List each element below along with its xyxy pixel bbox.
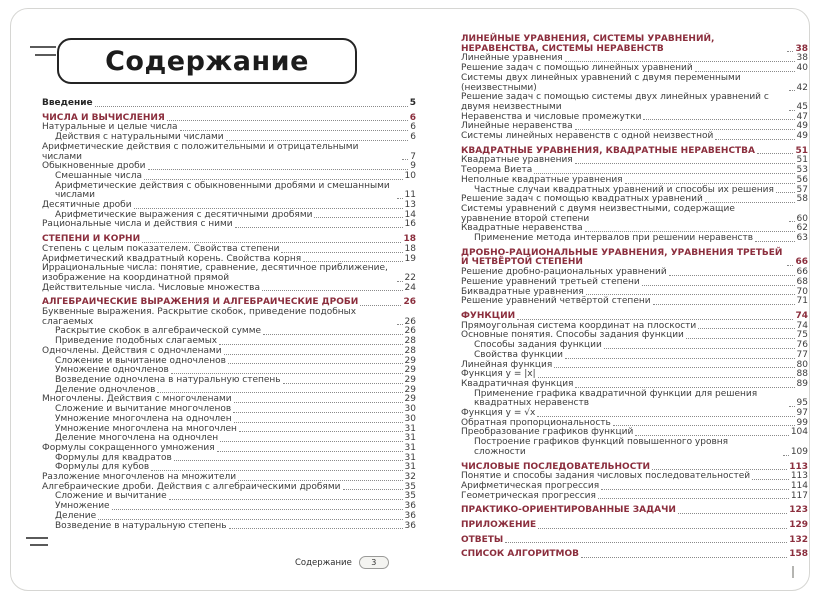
page-number: 26 (404, 316, 416, 327)
page-number: 35 (404, 491, 416, 502)
dot-leader (789, 406, 795, 407)
dot-leader (625, 183, 795, 184)
page-number: 26 (404, 326, 416, 337)
dot-leader (787, 51, 793, 52)
page-number: 57 (796, 184, 808, 195)
page-number: 28 (404, 336, 416, 347)
page-number: 31 (404, 442, 416, 453)
page-number: 129 (789, 520, 808, 531)
dot-leader (180, 130, 409, 131)
entry-title: Рациональные числа и действия с ними (42, 219, 233, 230)
toc-heading (461, 550, 808, 560)
toc-entry (42, 502, 416, 512)
dot-leader (538, 377, 795, 378)
page-number: 29 (404, 394, 416, 405)
entry-title: Смешанные числа (55, 170, 143, 181)
entry-title: Построение графиков функций повышенного уровня сложности (474, 437, 729, 457)
dot-leader (303, 261, 402, 262)
toc-section (461, 147, 808, 244)
dot-leader (226, 140, 409, 141)
entry-title: Раскрытие скобок в алгебраической сумме (55, 326, 262, 337)
dot-leader (397, 324, 403, 325)
page-number: 7 (410, 151, 416, 162)
dot-leader (228, 363, 403, 364)
dot-leader (554, 367, 794, 368)
toc-section (461, 536, 808, 546)
entry-title: Возведение в натуральную степень (55, 520, 227, 531)
decorative-line (30, 46, 56, 48)
entry-title: Иррациональные числа: понятие, сравнение, десятичное приближение, изображение на координатной прямой (42, 263, 388, 283)
entry-title: Деление (55, 510, 97, 521)
dot-leader (234, 422, 403, 423)
dot-leader (229, 528, 403, 529)
dot-leader (167, 120, 408, 121)
toc-entry (461, 390, 808, 409)
entry-title: Решение уравнений четвёртой степени (461, 296, 651, 307)
page-number: 158 (789, 549, 808, 560)
decorative-mark (792, 566, 794, 578)
page-number: 89 (796, 378, 808, 389)
page-number: 56 (796, 174, 808, 185)
toc-section (42, 235, 416, 293)
entry-title: Функция y = √x (461, 408, 536, 419)
entry-title: ЧИСЛА И ВЫЧИСЛЕНИЯ (42, 112, 165, 123)
page-number: 60 (796, 213, 808, 224)
entry-title: Линейная функция (461, 359, 553, 370)
dot-leader (789, 221, 795, 222)
toc-section (42, 99, 416, 109)
page-number: 32 (404, 472, 416, 483)
page-number: 80 (796, 359, 808, 370)
footer-label: Содержание (295, 557, 352, 568)
entry-title: СПИСОК АЛГОРИТМОВ (461, 549, 579, 560)
entry-title: Сложение и вычитание одночленов (55, 355, 226, 366)
entry-title: Системы линейных неравенств с одной неизвестной (461, 131, 714, 142)
entry-title: Натуральные и целые числа (42, 122, 178, 133)
dot-leader (148, 169, 409, 170)
page-number: 6 (410, 122, 416, 133)
entry-title: Применение графика квадратичной функции для решения квадратных неравенств (474, 388, 758, 409)
toc-section (42, 298, 416, 531)
entry-title: Разложение многочленов на множители (42, 472, 237, 483)
entry-title: Действия с натуральными числами (55, 132, 224, 143)
entry-title: Сложение и вычитание (55, 491, 167, 502)
page-number: 6 (410, 132, 416, 143)
dot-leader (586, 294, 795, 295)
dot-leader (283, 383, 403, 384)
dot-leader (314, 217, 402, 218)
dot-leader (217, 451, 403, 452)
page-number: 104 (790, 427, 808, 438)
entry-title: ПРИЛОЖЕНИЕ (461, 520, 537, 531)
toc-entry (42, 220, 416, 230)
page-number: 16 (404, 219, 416, 230)
page-number: 29 (404, 384, 416, 395)
page-number: 45 (796, 101, 808, 112)
page-number: 29 (404, 355, 416, 366)
toc-heading (461, 35, 808, 54)
toc-section (461, 249, 808, 307)
entry-title: Решение задач с помощью системы двух линейных уравнений с двумя неизвестными (461, 92, 769, 112)
dot-leader (686, 338, 795, 339)
page-number: 10 (404, 170, 416, 181)
entry-title: Основные понятия. Способы задания функции (461, 330, 684, 341)
page-number: 30 (404, 413, 416, 424)
entry-title: СТЕПЕНИ И КОРНИ (42, 234, 141, 245)
entry-title: Преобразование графиков функций (461, 427, 634, 438)
page-number: 51 (796, 155, 808, 166)
dot-leader (678, 513, 787, 514)
page-number: 53 (796, 165, 808, 176)
dot-leader (669, 275, 795, 276)
dot-leader (98, 519, 402, 520)
dot-leader (534, 173, 794, 174)
entry-title: Деление многочлена на одночлен (55, 433, 219, 444)
page-number: 38 (796, 53, 808, 64)
entry-title: КВАДРАТНЫЕ УРАВНЕНИЯ, КВАДРАТНЫЕ НЕРАВЕНСТВА (461, 145, 756, 156)
dot-leader (397, 281, 403, 282)
toc-heading (461, 521, 808, 531)
toc-entry (42, 143, 416, 162)
page-number: 70 (796, 286, 808, 297)
dot-leader (565, 358, 795, 359)
dot-leader (343, 489, 403, 490)
entry-title: Линейные неравенства (461, 121, 573, 132)
entry-title: АЛГЕБРАИЧЕСКИЕ ВЫРАЖЕНИЯ И АЛГЕБРАИЧЕСКИЕ ДРОБИ (42, 297, 359, 308)
entry-title: ДРОБНО-РАЦИОНАЛЬНЫЕ УРАВНЕНИЯ, УРАВНЕНИЯ ТРЕТЬЕЙ И ЧЕТВЁРТОЙ СТЕПЕНИ (461, 247, 783, 268)
page-number: 74 (796, 320, 808, 331)
toc-entry (42, 284, 416, 294)
page-number: 40 (796, 63, 808, 74)
page-footer (295, 556, 389, 569)
dot-leader (134, 208, 403, 209)
dot-leader (715, 139, 794, 140)
entry-title: Умножение (55, 501, 110, 512)
entry-title: Арифметическая прогрессия (461, 480, 600, 491)
page-number: 68 (796, 276, 808, 287)
entry-title: Прямоугольная система координат на плоскости (461, 320, 697, 331)
toc-section (461, 521, 808, 531)
page-number: 31 (404, 452, 416, 463)
toc-section (461, 550, 808, 560)
dot-leader (142, 242, 401, 243)
dot-leader (224, 354, 403, 355)
page-number: 49 (796, 131, 808, 142)
page-number: 51 (795, 145, 808, 156)
entry-title: Квадратные неравенства (461, 223, 583, 234)
page-number: 11 (404, 190, 416, 201)
dot-leader (653, 304, 795, 305)
toc-entry (461, 205, 808, 224)
dot-leader (789, 110, 795, 111)
page-number: 47 (796, 111, 808, 122)
dot-leader (642, 285, 795, 286)
dot-leader (174, 460, 403, 461)
toc-entry (461, 132, 808, 142)
dot-leader (575, 129, 795, 130)
page-number: 31 (404, 462, 416, 473)
entry-title: Формулы сокращенного умножения (42, 442, 215, 453)
page-number: 36 (404, 510, 416, 521)
toc-entry (461, 234, 808, 244)
toc-heading (461, 506, 808, 516)
page-number: 114 (790, 480, 808, 491)
toc-entry (461, 438, 808, 457)
dot-leader (157, 392, 402, 393)
entry-title: Деление одночленов (55, 384, 156, 395)
page-title: Содержание (105, 45, 309, 77)
entry-title: ОТВЕТЫ (461, 534, 504, 545)
title-box (57, 38, 357, 84)
footer-page-badge: 3 (359, 556, 389, 569)
entry-title: Квадратичная функция (461, 378, 574, 389)
dot-leader (263, 334, 402, 335)
page-number: 74 (795, 310, 808, 321)
dot-leader (238, 480, 402, 481)
page-number: 77 (796, 349, 808, 360)
entry-title: Многочлены. Действия с многочленами (42, 394, 232, 405)
entry-title: Линейные уравнения (461, 53, 563, 64)
page-number: 13 (404, 200, 416, 211)
dot-leader (262, 290, 403, 291)
entry-title: Сложение и вычитание многочленов (55, 404, 232, 415)
entry-title: ЧИСЛОВЫЕ ПОСЛЕДОВАТЕЛЬНОСТИ (461, 461, 650, 472)
page-number: 58 (796, 194, 808, 205)
page-number: 22 (404, 272, 416, 283)
page-number: 38 (795, 43, 808, 54)
toc-column-right (461, 35, 808, 560)
toc-entry (42, 99, 416, 109)
toc-section (461, 312, 808, 458)
dot-leader (234, 402, 403, 403)
page-number: 49 (796, 121, 808, 132)
page-number: 24 (404, 282, 416, 293)
dot-leader (538, 528, 787, 529)
page-number: 63 (796, 233, 808, 244)
entry-title: Решение дробно-рациональных уравнений (461, 267, 667, 278)
entry-title: Теорема Виета (461, 165, 533, 176)
entry-title: Арифметические выражения с десятичными дробями (55, 209, 313, 220)
dot-leader (783, 455, 789, 456)
entry-title: Решение задач с помощью линейных уравнений (461, 63, 693, 74)
dot-leader (537, 416, 794, 417)
page-number: 62 (796, 223, 808, 234)
dot-leader (613, 425, 795, 426)
entry-title: Обыкновенные дроби (42, 161, 146, 172)
entry-title: Десятичные дроби (42, 200, 132, 211)
page-number: 117 (790, 490, 808, 501)
dot-leader (565, 61, 795, 62)
page-number: 5 (409, 98, 416, 108)
entry-title: Формулы для кубов (55, 462, 150, 473)
entry-title: ФУНКЦИИ (461, 310, 516, 321)
toc-entry (461, 297, 808, 307)
dot-leader (151, 470, 402, 471)
page-number: 66 (795, 257, 808, 268)
toc-section (461, 35, 808, 142)
page-number: 9 (410, 161, 416, 172)
dot-leader (601, 489, 789, 490)
entry-title: Действительные числа. Числовые множества (42, 282, 260, 293)
entry-title: Обратная пропорциональность (461, 417, 611, 428)
page-number: 66 (796, 267, 808, 278)
entry-title: Биквадратные уравнения (461, 286, 584, 297)
toc-entry (42, 264, 416, 283)
entry-title: Квадратные уравнения (461, 155, 573, 166)
toc-section (461, 506, 808, 516)
page-number: 42 (796, 82, 808, 93)
dot-leader (695, 71, 795, 72)
page-number: 109 (790, 446, 808, 457)
dot-leader (581, 557, 787, 558)
dot-leader (598, 498, 789, 499)
page-number: 71 (796, 296, 808, 307)
decorative-line (30, 544, 48, 546)
toc-entry (461, 492, 808, 502)
toc-section (42, 114, 416, 230)
dot-leader (112, 509, 403, 510)
entry-title: Системы уравнений с двумя неизвестными, содержащие уравнение второй степени (461, 203, 735, 224)
entry-title: Частные случаи квадратных уравнений и способы их решения (474, 184, 774, 195)
dot-leader (233, 412, 402, 413)
dot-leader (752, 479, 789, 480)
dot-leader (505, 542, 787, 543)
entry-title: Арифметический квадратный корень. Свойства корня (42, 253, 302, 264)
entry-title: Буквенные выражения. Раскрытие скобок, приведение подобных слагаемых (42, 307, 357, 327)
entry-title: Формулы для квадратов (55, 452, 172, 463)
decorative-line (26, 537, 48, 539)
page-number: 76 (796, 340, 808, 351)
entry-title: Геометрическая прогрессия (461, 490, 596, 501)
dot-leader (755, 241, 795, 242)
page-number: 36 (404, 520, 416, 531)
dot-leader (144, 179, 403, 180)
page-number: 31 (404, 423, 416, 434)
dot-leader (643, 119, 794, 120)
dot-leader (402, 159, 408, 160)
page-number: 6 (409, 112, 416, 123)
page-number: 29 (404, 365, 416, 376)
dot-leader (652, 469, 787, 470)
entry-title: Одночлены. Действия с одночленами (42, 345, 222, 356)
dot-leader (171, 373, 403, 374)
dot-leader (517, 319, 793, 320)
page-number: 18 (403, 234, 416, 245)
page-number: 123 (789, 505, 808, 516)
entry-title: Системы двух линейных уравнений с двумя переменными (неизвестными) (461, 72, 741, 93)
page-number: 97 (796, 408, 808, 419)
page-number: 29 (404, 374, 416, 385)
page-number: 18 (404, 243, 416, 254)
dot-leader (235, 227, 403, 228)
dot-leader (220, 441, 402, 442)
dot-leader (219, 344, 402, 345)
entry-title: Арифметические действия с обыкновенными дробями и смешанными числами (55, 180, 390, 201)
entry-title: Неравенства и числовые промежутки (461, 111, 642, 122)
page-number: 28 (404, 345, 416, 356)
entry-title: Решение уравнений третьей степени (461, 276, 640, 287)
page-number: 132 (789, 534, 808, 545)
dot-leader (776, 192, 795, 193)
page-number: 95 (796, 398, 808, 409)
entry-title: Алгебраические дроби. Действия с алгебраическими дробями (42, 481, 341, 492)
entry-title: Свойства функции (474, 349, 563, 360)
toc-entry (42, 522, 416, 532)
page-number: 113 (789, 461, 808, 472)
entry-title: Степень с целым показателем. Свойства степени (42, 243, 280, 254)
dot-leader (604, 348, 795, 349)
entry-title: Приведение подобных слагаемых (55, 336, 218, 347)
page-number: 75 (796, 330, 808, 341)
entry-title: ЛИНЕЙНЫЕ УРАВНЕНИЯ, СИСТЕМЫ УРАВНЕНИЙ, НЕРАВЕНСТВА, СИСТЕМЫ НЕРАВЕНСТВ (461, 34, 715, 54)
page-number: 113 (790, 471, 808, 482)
dot-leader (757, 153, 793, 154)
entry-title: Возведение одночлена в натуральную степень (55, 374, 281, 385)
dot-leader (169, 499, 403, 500)
toc-section (461, 463, 808, 502)
entry-title: Умножение многочлена на одночлен (55, 413, 232, 424)
dot-leader (95, 106, 408, 107)
toc-heading (461, 249, 808, 268)
page-number: 99 (796, 417, 808, 428)
entry-title: ПРАКТИКО-ОРИЕНТИРОВАННЫЕ ЗАДАЧИ (461, 505, 676, 516)
dot-leader (575, 387, 794, 388)
page-number: 88 (796, 369, 808, 380)
page-number: 26 (403, 297, 416, 308)
toc-column-left (42, 99, 416, 531)
entry-title: Неполные квадратные уравнения (461, 174, 623, 185)
toc-entry (461, 74, 808, 93)
decorative-line (35, 54, 56, 56)
dot-leader (397, 198, 403, 199)
entry-title: Арифметические действия с положительными и отрицательными числами (42, 141, 359, 162)
toc-entry (42, 182, 416, 201)
dot-leader (635, 435, 788, 436)
toc-entry (42, 308, 416, 327)
dot-leader (698, 328, 794, 329)
page-number: 19 (404, 253, 416, 264)
dot-leader (705, 202, 795, 203)
dot-leader (789, 90, 795, 91)
entry-title: Умножение одночленов (55, 365, 169, 376)
entry-title: Функция y = |x| (461, 369, 536, 380)
entry-title: Решение задач с помощью квадратных уравнений (461, 194, 703, 205)
dot-leader (787, 265, 793, 266)
entry-title: Введение (42, 98, 93, 108)
entry-title: Понятие и способы задания числовых последовательностей (461, 471, 751, 482)
dot-leader (585, 231, 795, 232)
dot-leader (281, 252, 402, 253)
toc-heading (461, 536, 808, 546)
dot-leader (575, 163, 795, 164)
entry-title: Способы задания функции (474, 340, 602, 351)
page-number: 31 (404, 433, 416, 444)
dot-leader (360, 305, 401, 306)
page-number: 35 (404, 481, 416, 492)
page-number: 36 (404, 501, 416, 512)
entry-title: Умножение многочлена на многочлен (55, 423, 237, 434)
page-number: 14 (404, 209, 416, 220)
entry-title: Применение метода интервалов при решении неравенств (474, 233, 753, 244)
toc-entry (461, 93, 808, 112)
dot-leader (239, 431, 403, 432)
page-number: 30 (404, 404, 416, 415)
